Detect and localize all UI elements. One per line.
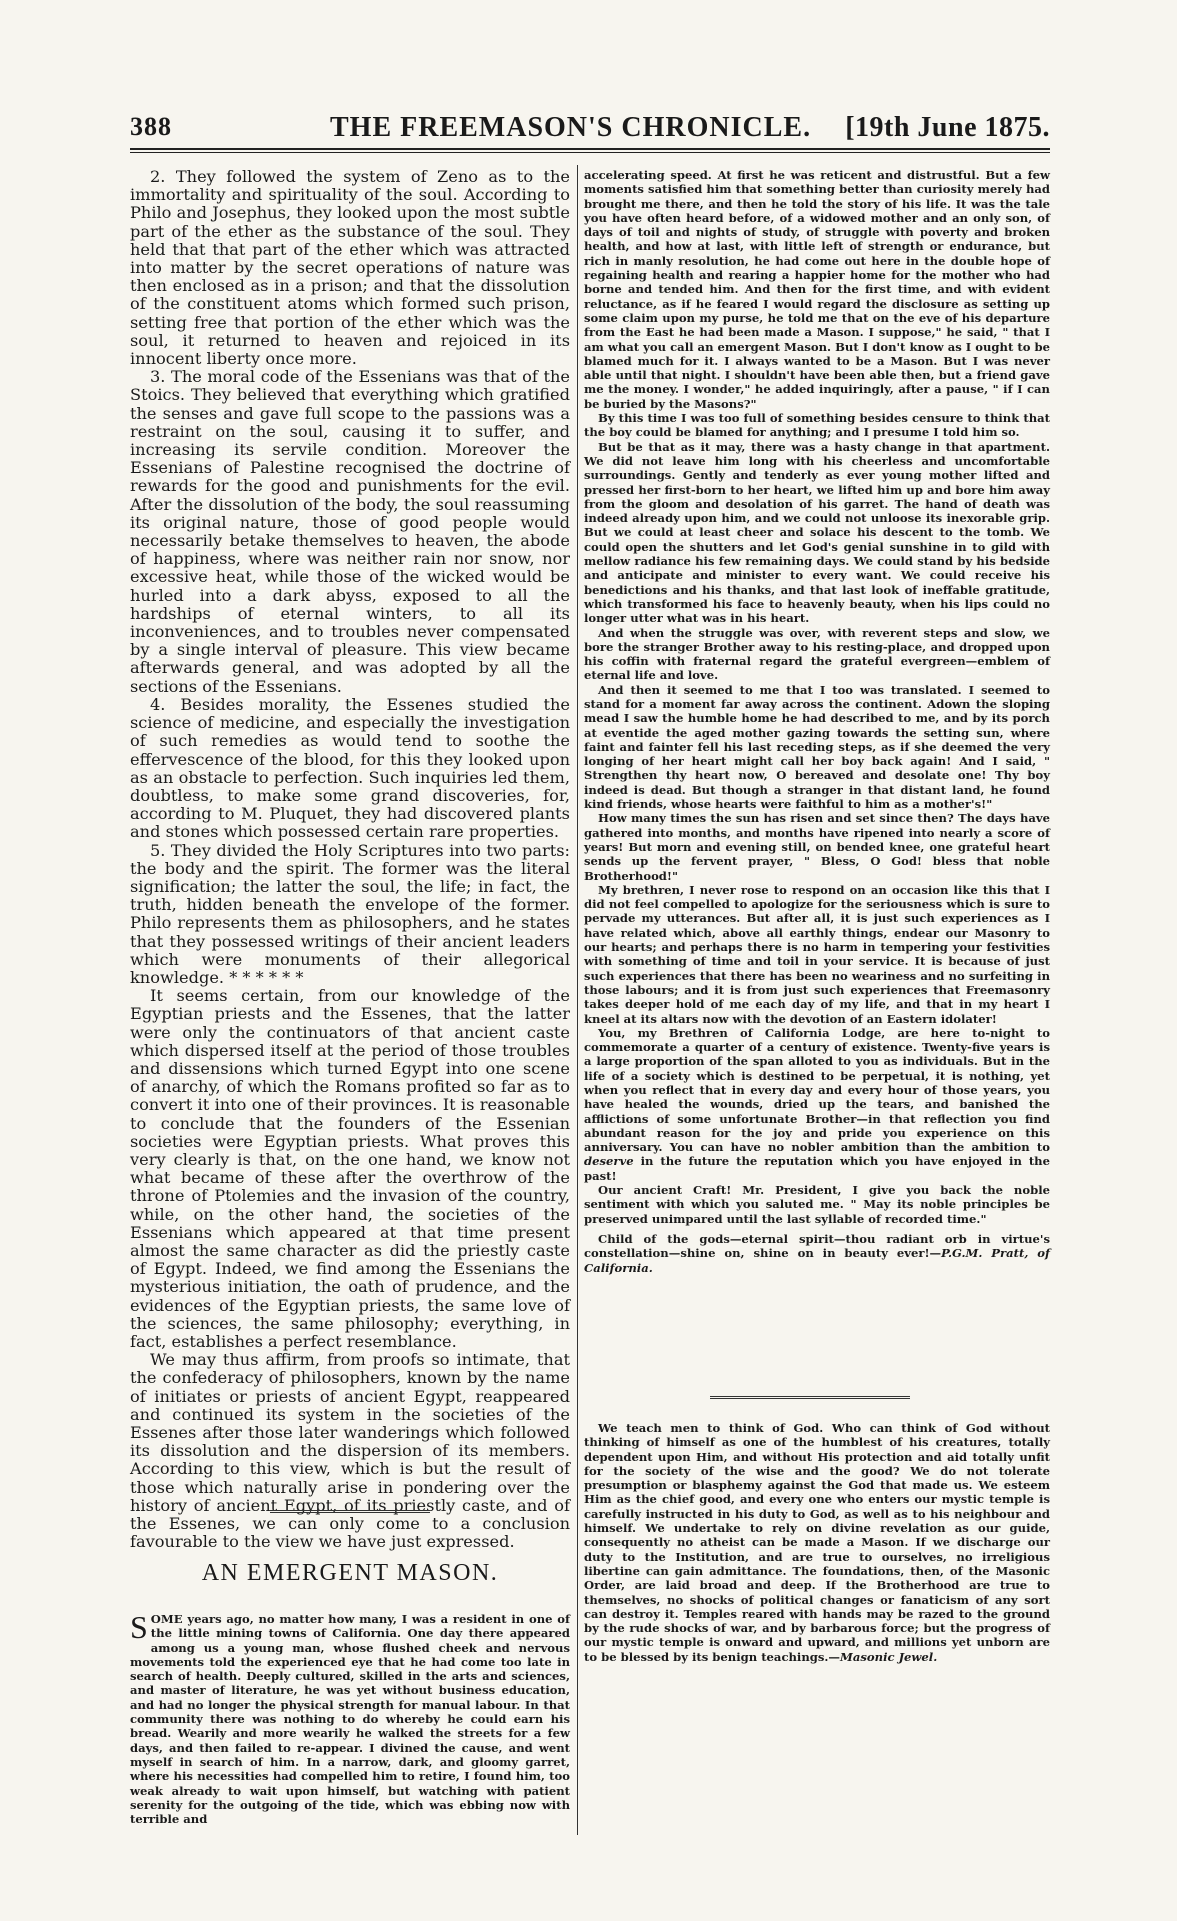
header-rule-thin: [130, 152, 1050, 153]
closing-text: Child of the gods—eternal spirit—thou radiant orb in virtue's constellation—shine on, shine on in beauty ever!—: [584, 1231, 1050, 1261]
section-rule: [270, 1510, 430, 1515]
header-rule: [130, 148, 1050, 150]
section-rule: [710, 1396, 910, 1401]
paragraph-text: You, my Brethren of California Lodge, are here to-night to commemorate a quarter of a century of existence. Twenty-five years is a large proportion of the span alloted to you as individuals. But in the life of a society which is destined to be perpetual, it is nothing, yet when you reflect that in every day and every hour of those years, you have healed the wounds, dried up the tears, and banished the afflictions of some unfortunate Brother—in that reflection you find abundant reason for the joy and pride you experience on this anniversary. You can have no nobler ambition than the ambition to: [584, 1025, 1050, 1155]
masthead: [130, 110, 1050, 150]
issue-date: [19th June 1875.: [845, 112, 1050, 143]
paragraph: 4. Besides morality, the Essenes studied the science of medicine, and especially the investigation of such remedies as would tend to soothe the effervescence of the blood, for this they looked upon as an obstacle to perfection. Such inquiries led them, doubtless, to make some grand discoveries, for, according to M. Pluquet, they had discovered plants and stones which possessed certain rare properties.: [130, 694, 570, 842]
drop-cap: S: [130, 1609, 148, 1645]
emergent-mason-article-start: [130, 1609, 570, 1837]
article-opening-paragraph: [130, 1609, 570, 1827]
opening-text: years ago, no matter how many, I was a resident in one of the little mining towns of California. One day there appeared among us a young man, whose flushed cheek and nervous movements told the experienced eye that he had come too late in search of health. Deeply cultured, skilled in the arts and sciences, and master of literature, he was yet without business education, and had no longer the physical strength for manual labour. In that community there was nothing to do whereby he could earn his bread. Wearily and more wearily he walked the streets for a few days, and then failed to re-appear. I divined the cause, and went myself in search of him. In a narrow, dark, and gloomy garret, where his necessities had compelled him to retire, I found him, too weak already to wait upon himself, but watching with patient serenity for the outgoing of the tide, which was ebbing now with terrible and: [130, 1612, 570, 1827]
excerpt-source: Masonic Jewel.: [840, 1649, 938, 1664]
paragraph: By this time I was too full of something besides censure to think that the boy could be blamed for anything; and I presume I told him so.: [584, 411, 1050, 440]
paragraph: 2. They followed the system of Zeno as to the immortality and spirituality of the soul. According to Philo and Josephus, they looked upon the most subtle part of the ether as the substance of the soul. They held that that part of the ether which was attracted into matter by the secret operations of nature was then enclosed as in a prison; and that the dissolution of the constituent atoms which formed such prison, setting free that portion of the ether which was the soul, it returned to heaven and rejoiced in its innocent liberty once more.: [130, 167, 570, 369]
paragraph: [584, 1026, 1050, 1183]
essenes-article-column: [130, 167, 570, 1552]
page-number: 388: [130, 112, 172, 141]
paragraph: Our ancient Craft! Mr. President, I give you back the noble sentiment with which you saluted me. " May its noble principles be preserved unimpared until the last syllable of recorded time.": [584, 1183, 1050, 1226]
paragraph: 5. They divided the Holy Scriptures into two parts: the body and the spirit. The former was the literal signification; the latter the soul, the life; in fact, the truth, hidden beneath the envelope of the former. Philo represents them as philosophers, and he states that they possessed writings of their ancient leaders which were monuments of their allegorical knowledge. * * * * * *: [130, 840, 570, 987]
masonic-jewel-excerpt: [584, 1421, 1050, 1831]
emergent-mason-article-continuation: [584, 168, 1050, 1393]
signature: P.G.M. Pratt, of California.: [584, 1246, 1051, 1275]
paragraph: And then it seemed to me that I too was translated. I seemed to stand for a moment far away across the continent. Adown the sloping mead I saw the humble home he had described to me, and by its porch at eventide the aged mother gazing towards the setting sun, where faint and fainter fell his last receding steps, as if she deemed the very longing of her heart might call her boy back again! And I said, " Strengthen thy heart now, O bereaved and desolate one! Thy boy indeed is dead. But though a stranger in that distant land, he found kind friends, whose hearts were faithful to him as a mother's!": [584, 682, 1050, 812]
paragraph: [584, 1421, 1050, 1664]
paragraph: How many times the sun has risen and set since then? The days have gathered into months, and months have ripened into nearly a score of years! But morn and evening still, on bended knee, one grateful heart sends up the fervent prayer, " Bless, O God! bless that noble Brotherhood!": [584, 811, 1050, 883]
column-divider: [577, 165, 578, 1835]
opening-word: OME: [150, 1612, 183, 1626]
article-heading: AN EMERGENT MASON.: [201, 1560, 499, 1586]
excerpt-text: We teach men to think of God. Who can think of God without thinking of himself as one of the humblest of his creatures, totally dependent upon Him, and without His protection and aid totally unfit for the society of the wise and the good? We do not tolerate presumption or blasphemy against the God that made us. We esteem Him as the chief good, and every one who enters our mystic temple is carefully instructed in his duty to God, as well as to his neighbour and himself. We undertake to rely on divine revelation as our guide, consequently no atheist can be made a Mason. If we discharge our duty to the Institution, and are true to ourselves, no irreligious libertine can gain admittance. The foundations, then, of the Masonic Order, are laid broad and deep. If the Brotherhood are true to themselves, no shocks of political changes or fanaticism of any sort can destroy it. Temples reared with hands may be razed to the ground by the rude shocks of war, and by barbarous force; but the progress of our mystic temple is onward and upward, and millions yet unborn are to be blessed by its benign teachings.—: [584, 1421, 1050, 1664]
paragraph: And when the struggle was over, with reverent steps and slow, we bore the stranger Brother away to his resting-place, and dropped upon his coffin with fraternal regard the grateful evergreen—emblem of eternal life and love.: [584, 625, 1050, 683]
paragraph: It seems certain, from our knowledge of the Egyptian priests and the Essenes, that the latter were only the continuators of that ancient caste which dispersed itself at the period of those troubles and dissensions which turned Egypt into one scene of anarchy, of which the Romans profited so far as to convert it into one of their provinces. It is reasonable to conclude that the founders of the Essenian societies were Egyptian priests. What proves this very clearly is that, on the one hand, we know not what became of these after the overthrow of the throne of Ptolemies and the invasion of the country, while, on the other hand, the societies of the Essenians which appeared at that time present almost the same character as did the priestly caste of Egypt. Indeed, we find among the Essenians the mysterious initiation, the oath of prudence, and the evidences of the Egyptian priests, the same love of the sciences, the same philosophy; everything, in fact, establishes a perfect resemblance.: [130, 986, 570, 1351]
paragraph: [584, 1232, 1050, 1275]
paragraph: accelerating speed. At first he was reticent and distrustful. But a few moments satisfied him that something better than curiosity merely had brought me there, and then he told the story of his life. It was the tale you have often heard before, of a widowed mother and an only son, of days of toil and nights of study, of struggle with poverty and broken health, and how at last, with little left of strength or endurance, but rich in manly resolution, he had come out here in the double hope of regaining health and rearing a happier home for the mother who had borne and tended him. And then for the first time, and with evident reluctance, as if he feared I would regard the disclosure as setting up some claim upon my purse, he told me that on the eve of his departure from the East he had been made a Mason. I suppose," he said, " that I am what you call an emergent Mason. But I don't know as I ought to be blamed much for it. I always wanted to be a Mason. But I was never able until that night. I shouldn't have been able then, but a friend gave me the money. I wonder," he added inquiringly, after a pause, " if I can be buried by the Masons?": [584, 168, 1050, 411]
paragraph-text-end: in the future the reputation which you have enjoyed in the past!: [584, 1154, 1050, 1183]
paragraph: We may thus affirm, from proofs so intimate, that the confederacy of philosophers, known by the name of initiates or priests of ancient Egypt, reappeared and continued its system in the societies of the Essenes after those later wanderings which followed its dissolution and the dispersion of its members. According to this view, which is but the result of those which naturally arise in pondering over the history of ancient Egypt, of its priestly caste, and of the Essenes, we can only come to a conclusion favourable to the view we have just expressed.: [130, 1350, 570, 1552]
italic-word: deserve: [584, 1154, 634, 1169]
paragraph: But be that as it may, there was a hasty change in that apartment. We did not leave him long with his cheerless and uncomfortable surroundings. Gently and tenderly as ever young mother lifted and pressed her first-born to her heart, we lifted him up and bore him away from the gloom and desolation of his garret. The hand of death was indeed already upon him, and we could not unloose its inexorable grip. But we could at least cheer and solace his descent to the tomb. We could open the shutters and let God's genial sunshine in to gild with mellow radiance his few remaining days. We could stand by his bedside and anticipate and minister to every want. We could receive his benedictions and his thanks, and that last look of ineffable gratitude, which transformed his face to heavenly beauty, when his lips could no longer utter what was in his heart.: [584, 439, 1050, 626]
newspaper-title: THE FREEMASON'S CHRONICLE.: [330, 112, 812, 143]
paragraph: 3. The moral code of the Essenians was that of the Stoics. They believed that everything which gratified the senses and gave full scope to the passions was a restraint on the soul, causing it to suffer, and increasing its servile condition. Moreover the Essenians of Palestine recognised the doctrine of rewards for the good and punishments for the evil. After the dissolution of the body, the soul reassuming its original nature, those of good people would necessarily betake themselves to heaven, the abode of happiness, where was neither rain nor snow, nor excessive heat, while those of the wicked would be hurled into a dark abyss, exposed to all the hardships of eternal winters, to all its inconveniences, and to troubles never compensated by a single interval of pleasure. This view became afterwards general, and was adopted by all the sections of the Essenians.: [130, 367, 570, 696]
paragraph: My brethren, I never rose to respond on an occasion like this that I did not feel compelled to apologize for the seriousness which is sure to pervade my utterances. But after all, it is just such experiences as I have related which, above all earthly things, endear our Masonry to our hearts; and perhaps there is no harm in tempering your festivities with something of time and toil in your service. It is because of just such experiences that there has been no weariness and no surfeiting in those labours; and it is from just such experiences that Freemasonry takes deeper hold of me each day of my life, and that in my heart I kneel at its altars now with the devotion of an Eastern idolater!: [584, 882, 1050, 1026]
